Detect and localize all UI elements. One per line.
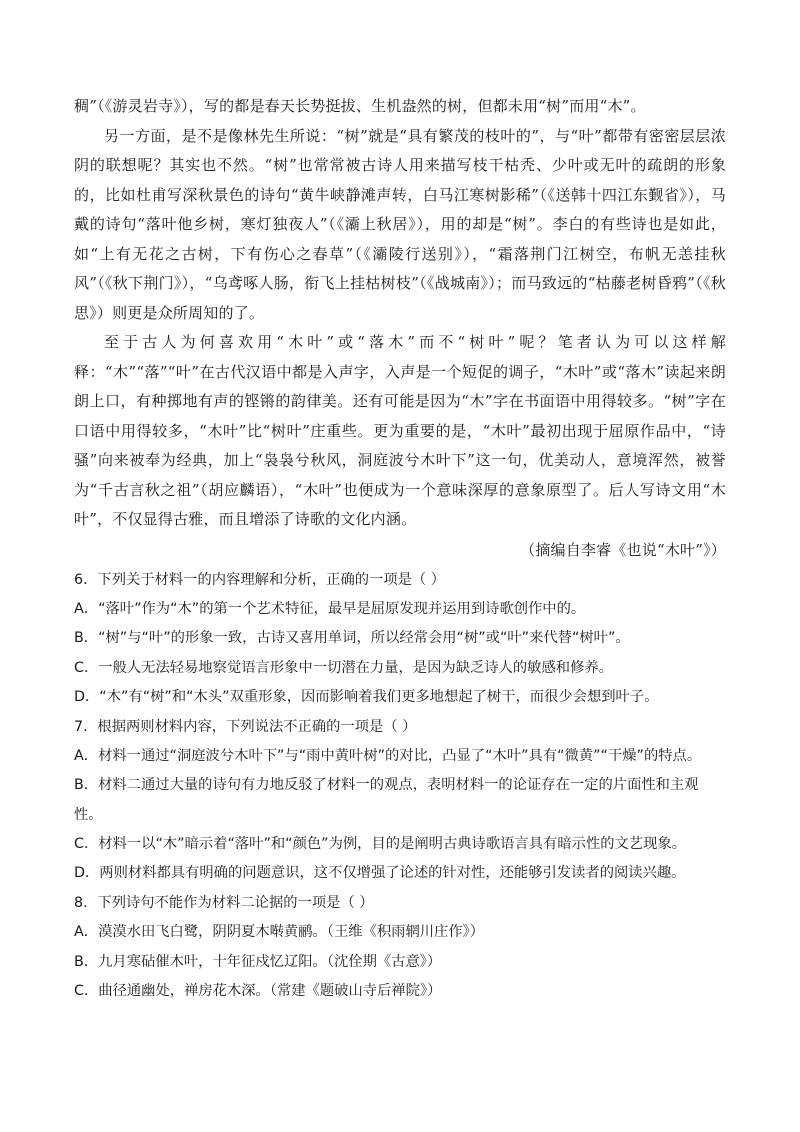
passage-paragraph-1-tail: 稠”（《游灵岩寺》），写的都是春天长势挺拔、生机盎然的树，但都未用“树”而用“木”。 — [74, 97, 646, 115]
passage-paragraph-3: 至于古人为何喜欢用“木叶”或“落木”而不“树叶”呢？笔者认为可以这样解释：“木”“落”“叶”在古代汉语中都是入声字，入声是一个短促的调子，“木叶”或“落木”读起来朗朗上口，有种掷地有声的铿锵的韵律美。还有可能是因为“木”字在书面语中用得较多。“树”字在口语中用得较多，“木叶”比“树叶”庄重些。更为重要的是，“木叶”最初出现于屈原作品中，“诗骚”向来被奉为经典，加上“袅袅兮秋风，洞庭波兮木叶下”这一句，优美动人，意境浑然，被誉为“千古言秋之祖”（胡应麟语），“木叶”也便成为一个意味深厚的意象原型了。后人写诗文用“木叶”，不仅显得古雅，而且增添了诗歌的文化内涵。 — [74, 333, 726, 528]
option-a: A．材料一通过“洞庭波兮木叶下”与“雨中黄叶树”的对比，凸显了“木叶”具有“微黄”“干燥”的特点。 — [74, 748, 702, 765]
option-c: C．材料一以“木”暗示着“落叶”和“颜色”为例，目的是阐明古典诗歌语言具有暗示性的文艺现象。 — [74, 835, 686, 852]
option-b: B．材料二通过大量的诗句有力地反驳了材料一的观点，表明材料一的论证存在一定的片面性和主观性。 — [74, 777, 699, 823]
option-a: A．漠漠水田飞白鹭，阴阴夏木啭黄鹂。（王维《积雨辋川庄作》） — [74, 924, 485, 941]
question-7 — [74, 713, 726, 888]
passage-paragraph-2: 另一方面，是不是像林先生所说：“树”就是“具有繁茂的枝叶的”，与“叶”都带有密密层层浓阴的联想呢？其实也不然。“树”也常常被古诗人用来描写枝干枯秃、少叶或无叶的疏朗的形象的，比如杜甫写深秋景色的诗句“黄牛峡静滩声转，白马江寒树影稀”（《送韩十四江东觐省》），马戴的诗句“落叶他乡树，寒灯独夜人”（《灞上秋居》），用的却是“树”。李白的有些诗也是如此，如“上有无花之古树，下有伤心之春草”（《灞陵行送别》），“霜落荆门江树空，布帆无恙挂秋风”（《秋下荆门》），“乌鸢啄人肠，衔飞上挂枯树枝”（《战城南》）；而马致远的“枯藤老树昏鸦”（《秋思》）则更是众所周知的了。 — [74, 126, 726, 322]
passage-section — [74, 92, 726, 565]
option-d: D．两则材料都具有明确的问题意识，这不仅增强了论述的针对性，还能够引发读者的阅读兴趣。 — [74, 865, 686, 882]
option-b: B．九月寒砧催木叶，十年征戍忆辽阳。（沈佺期《古意》） — [74, 953, 442, 970]
option-b: B．“树”与“叶”的形象一致，古诗又喜用单词，所以经常会用“树”或“叶”来代替“树叶”。 — [74, 630, 630, 647]
question-stem: 7．根据两则材料内容，下列说法不正确的一项是（ ） — [74, 719, 417, 736]
question-8 — [74, 889, 726, 1006]
option-a: A．“落叶”作为“木”的第一个艺术特征，最早是屈原发现并运用到诗歌创作中的。 — [74, 601, 586, 618]
option-c: C．一般人无法轻易地察觉语言形象中一切潜在力量，是因为缺乏诗人的敏感和修养。 — [74, 659, 613, 676]
option-c: C．曲径通幽处，禅房花木深。（常建《题破山寺后禅院》） — [74, 982, 442, 999]
option-d: D．“木”有“树”和“木头”双重形象，因而影响着我们更多地想起了树干，而很少会想到叶子。 — [74, 688, 659, 705]
question-stem: 8．下列诗句不能作为材料二论据的一项是（ ） — [74, 895, 374, 912]
question-stem: 6．下列关于材料一的内容理解和分析，正确的一项是（ ） — [74, 572, 446, 588]
question-6 — [74, 566, 726, 712]
passage-source: （摘编自李睿《也说“木叶”》） — [520, 540, 726, 559]
